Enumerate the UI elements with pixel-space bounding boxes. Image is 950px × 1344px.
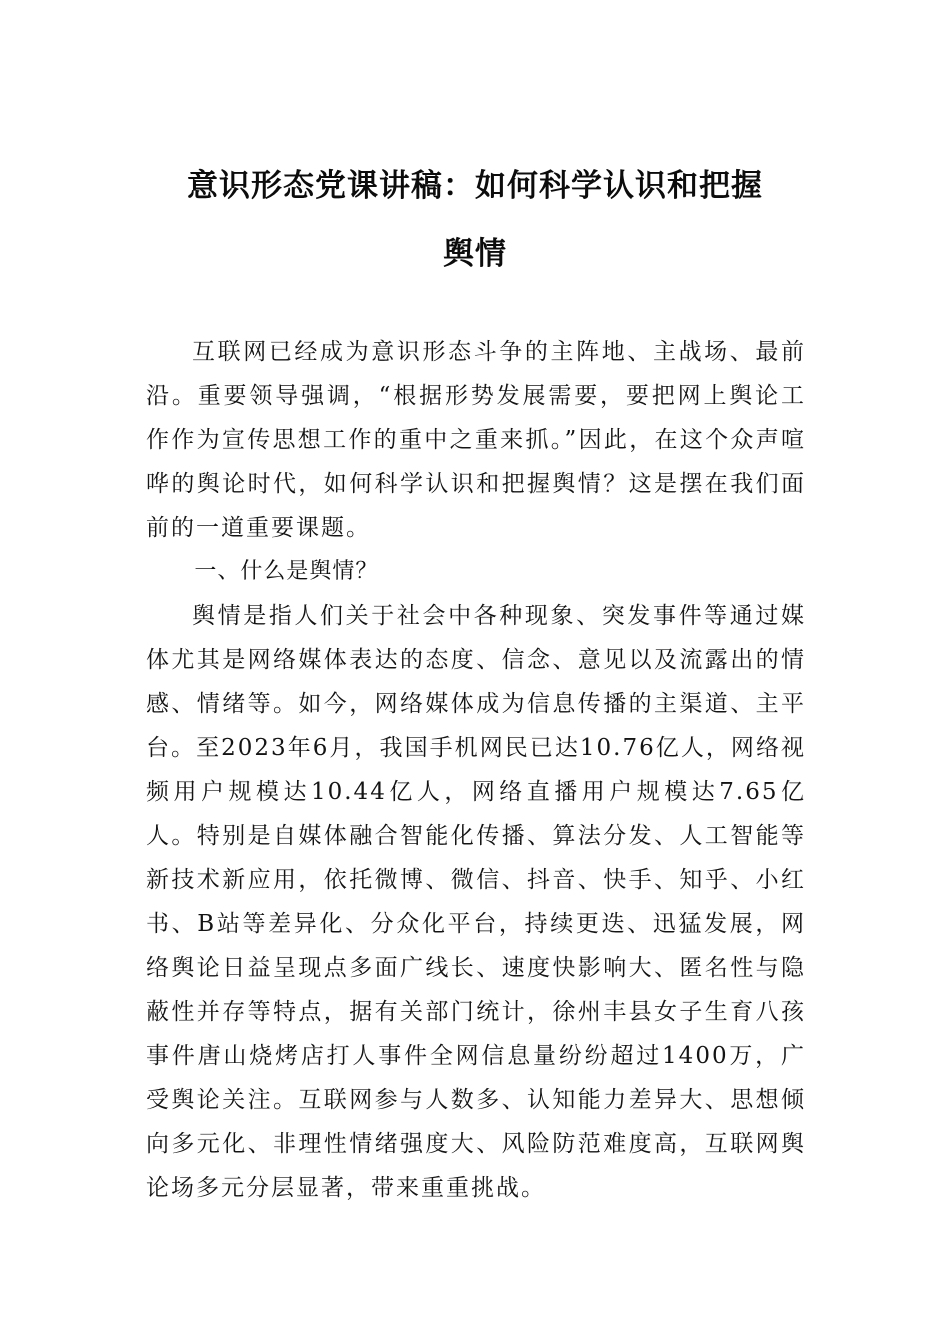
document-body (146, 330, 806, 1210)
section-paragraph: 舆情是指人们关于社会中各种现象、突发事件等通过媒体尤其是网络媒体表达的态度、信念、意见以及流露出的情感、情绪等。如今，网络媒体成为信息传播的主渠道、主平台。至2023年6月，我国手机网民已达10.76亿人，网络视频用户规模达10.44亿人，网络直播用户规模达7.65亿人。特别是自媒体融合智能化传播、算法分发、人工智能等新技术新应用，依托微博、微信、抖音、快手、知乎、小红书、B站等差异化、分众化平台，持续更迭、迅猛发展，网络舆论日益呈现点多面广线长、速度快影响大、匿名性与隐蔽性并存等特点，据有关部门统计，徐州丰县女子生育八孩事件唐山烧烤店打人事件全网信息量纷纷超过1400万，广受舆论关注。互联网参与人数多、认知能力差异大、思想倾向多元化、非理性情绪强度大、风险防范难度高，互联网舆论场多元分层显著，带来重重挑战。 (146, 603, 806, 1201)
document-title-line-2: 舆情 (443, 236, 507, 272)
section-heading: 一、什么是舆情？ (194, 559, 379, 584)
document-title-line-1: 意识形态党课讲稿：如何科学认识和把握 (187, 168, 763, 204)
intro-paragraph: 互联网已经成为意识形态斗争的主阵地、主战场、最前沿。重要领导强调，“根据形势发展需要，要把网上舆论工作作为宣传思想工作的重中之重来抓。”因此，在这个众声喧哗的舆论时代，如何科学认识和把握舆情？这是摆在我们面前的一道重要课题。 (146, 339, 806, 541)
